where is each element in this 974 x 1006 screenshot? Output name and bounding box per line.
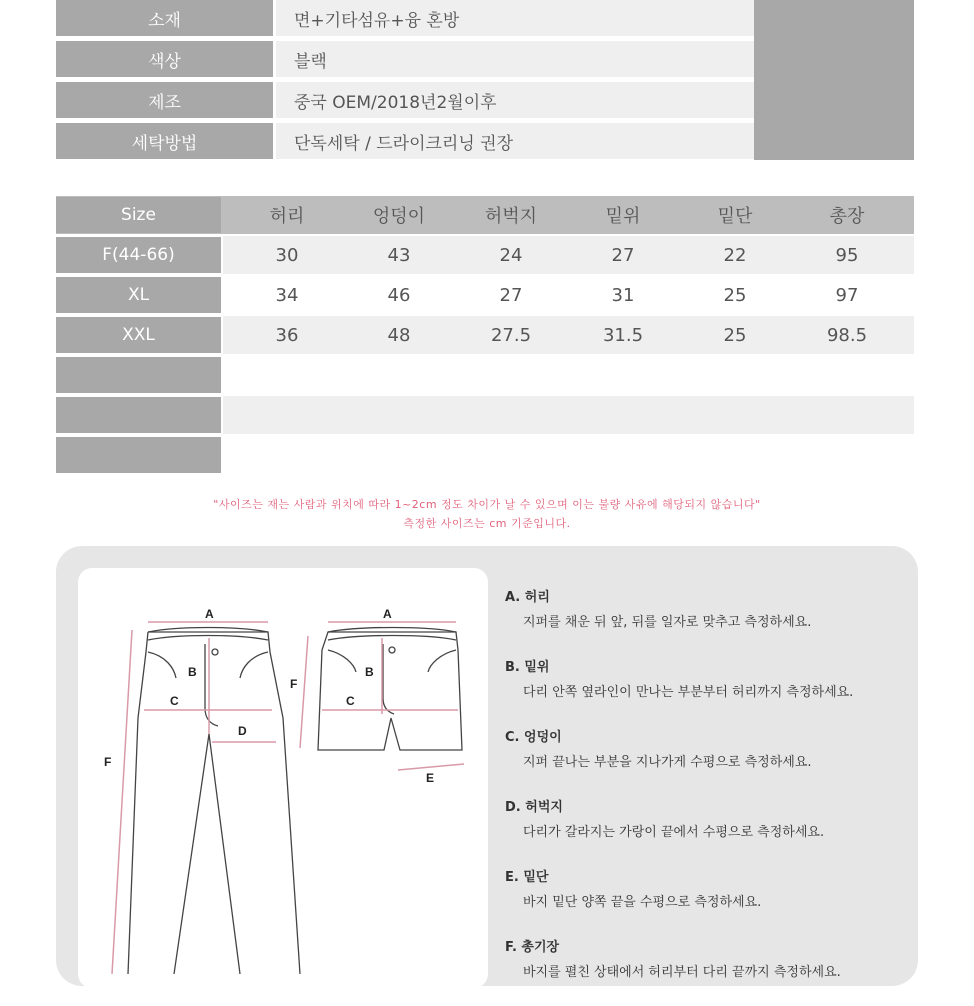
- header-rise: 밑위: [605, 206, 641, 227]
- cell: 46: [387, 284, 411, 306]
- guide-title: F. 총기장: [505, 940, 560, 955]
- info-value: 중국 OEM/2018년2월이후: [276, 82, 754, 118]
- size-label-xl: XL: [56, 277, 221, 313]
- measure-line-e: [398, 764, 464, 770]
- info-row-washing: [56, 123, 754, 159]
- guide-desc: 바지를 펼친 상태에서 허리부터 다리 끝까지 측정하세요.: [523, 965, 841, 980]
- size-notice-line1: "사이즈는 재는 사람과 위치에 따라 1~2cm 정도 차이가 날 수 있으며 이는 불량 사유에 해당되지 않습니다": [213, 498, 761, 511]
- shorts-outline: [318, 632, 462, 750]
- label-a-shorts: A: [383, 607, 392, 621]
- cell: 30: [275, 244, 299, 266]
- long-pants-fly: [205, 644, 218, 726]
- shorts-fly: [383, 644, 394, 714]
- info-label: 세탁방법: [56, 123, 273, 159]
- size-label-f: F(44-66): [56, 237, 221, 273]
- row-bg: [223, 396, 914, 434]
- info-row-manufacture: [56, 82, 754, 118]
- header-length: 총장: [829, 206, 865, 227]
- info-side-block: [754, 0, 914, 160]
- info-row-material: [56, 0, 754, 36]
- info-label: 색상: [56, 41, 273, 77]
- label-e: E: [426, 771, 435, 785]
- shorts-waistband: [328, 628, 456, 641]
- label-c: C: [170, 694, 179, 708]
- label-a: A: [205, 607, 214, 621]
- label-b: B: [188, 665, 197, 679]
- label-d: D: [238, 724, 247, 738]
- guide-desc: 지퍼를 채운 뒤 앞, 뒤를 일자로 맞추고 측정하세요.: [523, 615, 812, 630]
- measure-guide-list: [505, 586, 905, 1006]
- cell: 97: [835, 284, 859, 306]
- cell: 24: [499, 244, 523, 266]
- long-pants-outline: [128, 632, 300, 974]
- cell: 25: [723, 284, 747, 306]
- size-label-empty: [56, 437, 221, 473]
- size-label-empty: [56, 357, 221, 393]
- guide-item-b: [505, 656, 905, 700]
- guide-item-a: [505, 586, 905, 630]
- row-bg: [223, 436, 914, 474]
- guide-desc: 다리 안쪽 옆라인이 만나는 부분부터 허리까지 측정하세요.: [523, 685, 854, 700]
- size-label-xxl: XXL: [56, 317, 221, 353]
- size-label-empty: [56, 397, 221, 433]
- size-notice-line2: 측정한 사이즈는 cm 기준입니다.: [403, 517, 571, 530]
- label-f: F: [104, 755, 112, 769]
- header-hip: 엉덩이: [372, 206, 426, 227]
- guide-desc: 지퍼 끝나는 부분을 지나가게 수평으로 측정하세요.: [523, 755, 812, 770]
- measure-line-f: [112, 630, 132, 974]
- info-value: 단독세탁 / 드라이크리닝 권장: [276, 123, 754, 159]
- long-pants-waistband: [148, 628, 268, 641]
- cell: 48: [387, 324, 411, 346]
- cell: 36: [275, 324, 299, 346]
- guide-desc: 다리가 갈라지는 가랑이 끝에서 수평으로 측정하세요.: [523, 825, 825, 840]
- cell: 31: [611, 284, 635, 306]
- pants-diagram: [78, 568, 488, 974]
- info-label: 소재: [56, 0, 273, 36]
- header-thigh: 허벅지: [484, 206, 538, 227]
- product-info-table: [56, 0, 914, 160]
- cell: 27: [611, 244, 635, 266]
- info-value: 면+기타섬유+융 혼방: [276, 0, 754, 36]
- guide-item-d: [505, 796, 905, 840]
- size-header-label: Size: [56, 197, 221, 233]
- cell: 25: [723, 324, 747, 346]
- info-label: 제조: [56, 82, 273, 118]
- cell: 27.5: [490, 324, 532, 346]
- guide-item-f: [505, 936, 905, 980]
- guide-title: C. 엉덩이: [505, 730, 562, 745]
- guide-title: B. 밑위: [505, 660, 550, 675]
- cell: 34: [275, 284, 299, 306]
- row-bg: [223, 356, 914, 394]
- guide-item-c: [505, 726, 905, 770]
- measure-line-f-shorts: [300, 636, 308, 748]
- guide-title: D. 허벅지: [505, 800, 563, 815]
- guide-desc: 바지 밑단 양쪽 끝을 수평으로 측정하세요.: [523, 895, 762, 910]
- cell: 43: [387, 244, 411, 266]
- cell: 98.5: [826, 324, 868, 346]
- button-icon: [389, 647, 395, 653]
- info-row-color: [56, 41, 754, 77]
- cell: 27: [499, 284, 523, 306]
- header-hem: 밑단: [717, 206, 753, 227]
- guide-item-e: [505, 866, 905, 910]
- cell: 31.5: [602, 324, 644, 346]
- header-waist: 허리: [269, 206, 305, 227]
- cell: 95: [835, 244, 859, 266]
- label-b-shorts: B: [365, 665, 374, 679]
- info-value: 블랙: [276, 41, 754, 77]
- cell: 22: [723, 244, 747, 266]
- label-f-shorts: F: [290, 677, 298, 691]
- guide-title: A. 허리: [505, 590, 550, 605]
- label-c-shorts: C: [346, 694, 355, 708]
- long-pants-pockets: [148, 652, 268, 678]
- guide-title: E. 밑단: [505, 870, 549, 885]
- button-icon: [212, 649, 218, 655]
